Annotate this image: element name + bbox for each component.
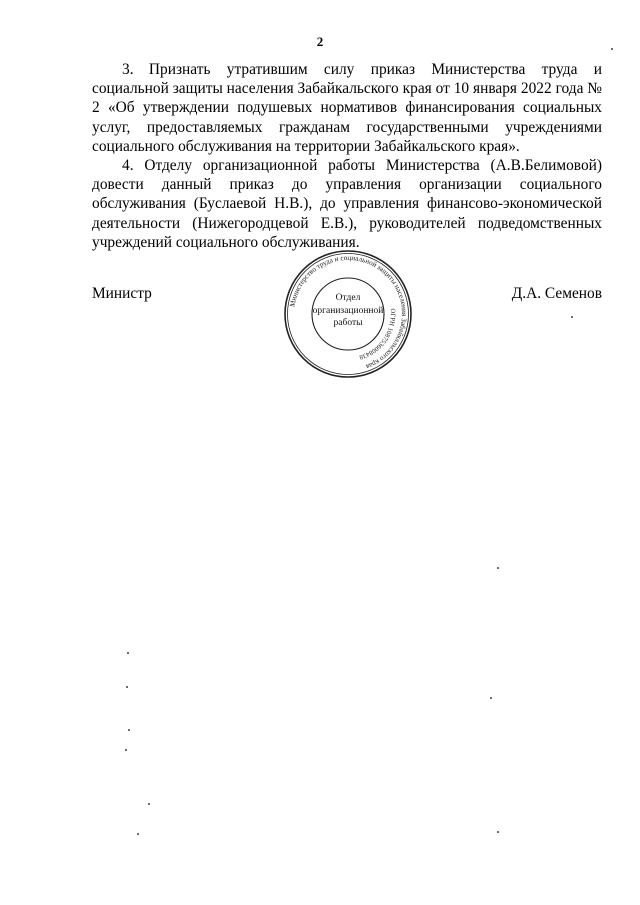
- scan-speck: [137, 833, 139, 835]
- scan-speck: [497, 567, 499, 569]
- scan-speck: [125, 749, 127, 751]
- scan-speck: [611, 48, 613, 50]
- scan-speck: [490, 697, 492, 699]
- seal-center-line: организационной: [312, 305, 384, 316]
- official-seal-stamp: [282, 248, 414, 380]
- seal-center-line: Отдел: [335, 293, 361, 303]
- seal-center-text: [282, 292, 414, 330]
- paragraph-item-3: 3. Признать утратившим силу приказ Министерства труда и социальной защиты населения Забайкальского края от 10 января 2022 года № 2 «Об утверждении подушевых нормативов финансирования социальных услуг, предоставляемых гражданам государственными учреждениями социального обслуживания на территории Забайкальского края».: [92, 61, 602, 155]
- signatory-name: Д.А. Семенов: [511, 285, 602, 302]
- scan-speck: [126, 686, 128, 688]
- scan-speck: [571, 316, 573, 318]
- scan-speck: [497, 831, 499, 833]
- seal-ring-text: Министерство труда и социальной защиты населения Забайкальского края: [288, 253, 409, 371]
- seal-inner-ring-text: ОГРН 1087536008438: [358, 308, 397, 361]
- order-body-text: [92, 60, 602, 252]
- scan-speck: [127, 652, 129, 654]
- paragraph-item-4: 4. Отделу организационной работы Министерства (А.В.Белимовой) довести данный приказ до управления организации социального обслуживания (Буслаевой Н.В.), до управления финансово-экономической деятельности (Нижегородцевой Е.В.), руководителей подведомственных учреждений социального обслуживания.: [92, 157, 602, 251]
- scan-speck: [148, 803, 150, 805]
- signatory-title: Министр: [92, 285, 152, 302]
- page-number: 2: [316, 34, 324, 49]
- seal-center-line: работы: [333, 318, 363, 328]
- scan-speck: [128, 729, 130, 731]
